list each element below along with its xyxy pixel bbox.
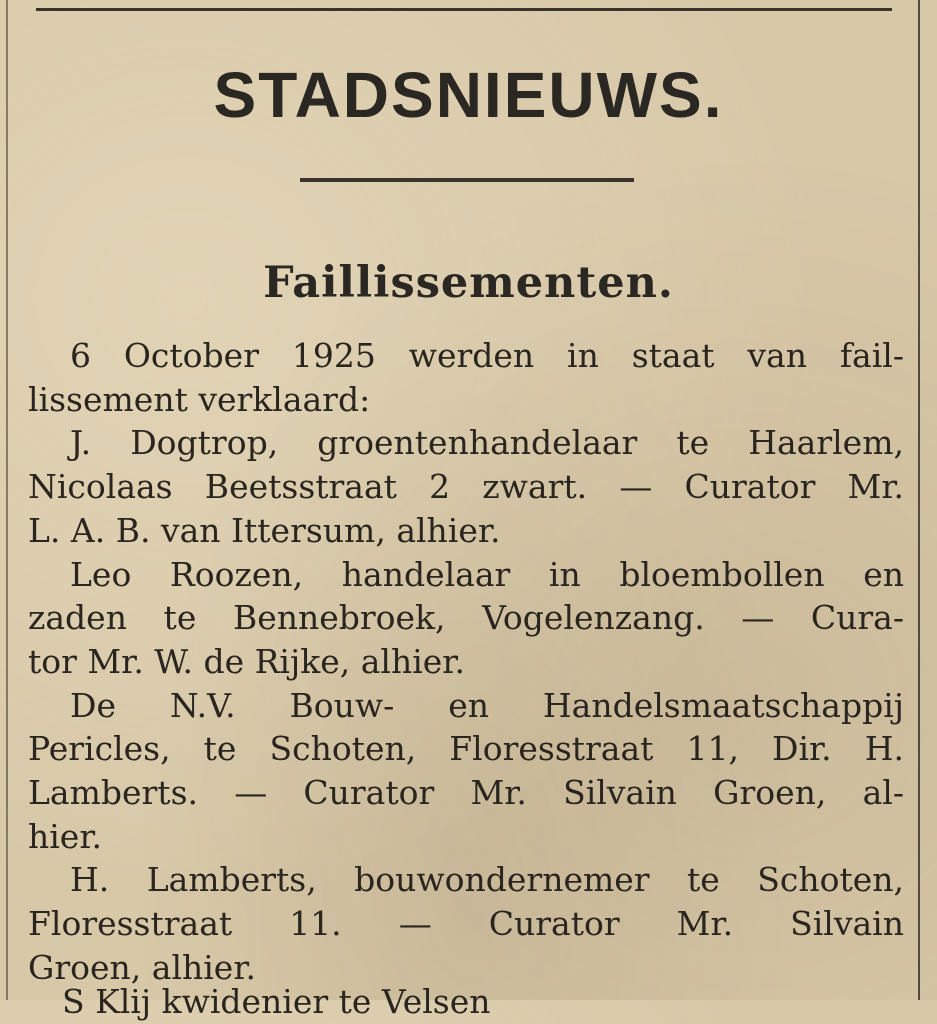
text-line: L. A. B. van Ittersum, alhier. [28,510,501,550]
cutoff-text-line: S Klij kwidenier te Velsen [62,982,491,1021]
text-line: Lamberts. — Curator Mr. Silvain Groen, al- [28,773,904,813]
article-heading: Faillissementen. [263,258,674,308]
masthead-divider [300,178,634,182]
article-intro [28,334,904,421]
text-line: Leo Roozen, handelaar in bloembollen en [70,554,904,594]
text-line: tor Mr. W. de Rijke, alhier. [28,641,465,681]
column-rule-right [918,0,920,1000]
text-line: zaden te Bennebroek, Vogelenzang. — Cura- [28,598,904,638]
bankruptcy-entry-roozen [28,553,904,684]
text-line: Groen, alhier. [28,947,256,987]
text-line: J. Dogtrop, groentenhandelaar te Haarlem, [70,423,904,463]
text-line: Nicolaas Beetsstraat 2 zwart. — Curator Mr. [28,467,904,507]
top-rule [36,8,892,11]
article-body [28,334,904,990]
text-line: De N.V. Bouw- en Handelsmaatschappij [70,685,904,725]
bankruptcy-entry-pericles [28,684,904,859]
section-masthead: STADSNIEUWS. [213,59,724,131]
text-line: lissement verklaard: [28,379,371,419]
text-line: H. Lamberts, bouwondernemer te Schoten, [70,860,904,900]
text-line: 6 October 1925 werden in staat van fail- [70,336,904,375]
text-line: hier. [28,816,102,856]
column-rule-left [6,0,8,1000]
bankruptcy-entry-lamberts [28,858,904,989]
text-line: Floresstraat 11. — Curator Mr. Silvain [28,904,904,944]
text-line: Pericles, te Schoten, Floresstraat 11, Dir. H. [28,729,904,769]
bankruptcy-entry-dogtrop [28,421,904,552]
